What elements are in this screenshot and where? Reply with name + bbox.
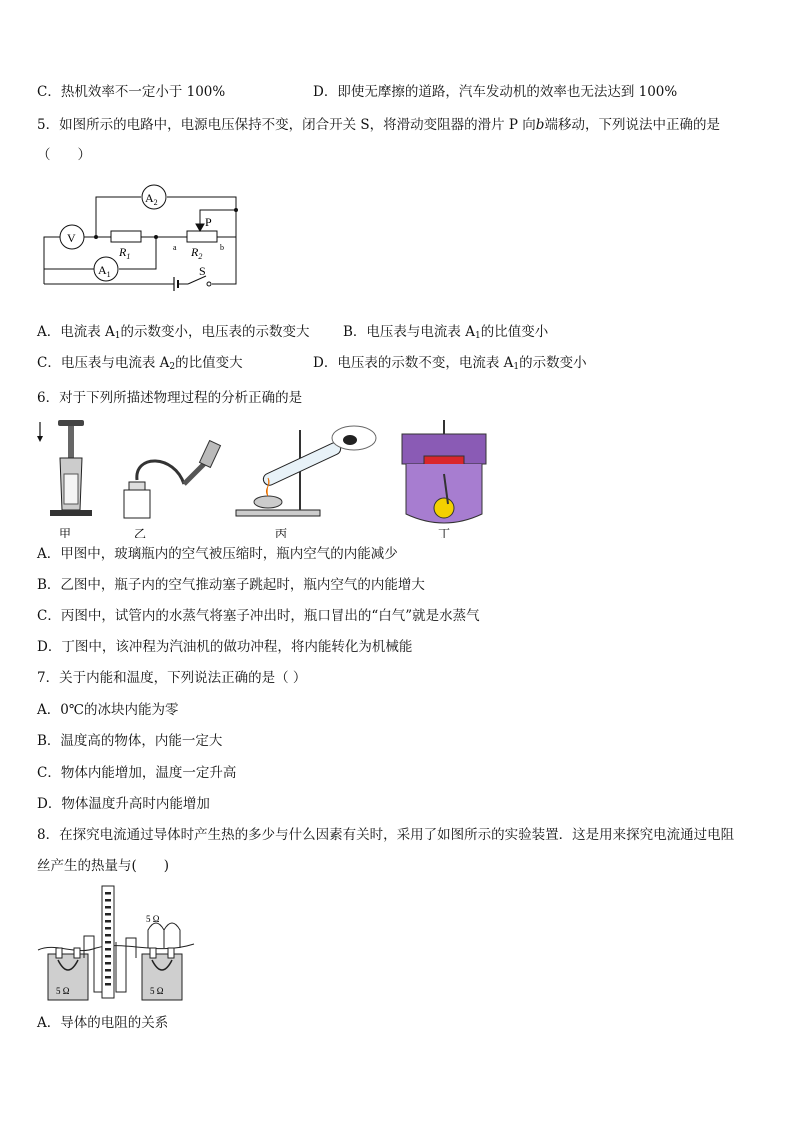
q6-stem: 6．对于下列所描述物理过程的分析正确的是	[37, 390, 303, 406]
q8-stem-line2: 丝产生的热量与( )	[37, 858, 170, 874]
q5-stem	[37, 116, 720, 134]
q4-option-d: D．即使无摩擦的道路，汽车发动机的效率也无法达到 100%	[313, 84, 678, 100]
q4-option-c: C．热机效率不一定小于 100%	[37, 84, 226, 100]
r2-label: $R_2$	[191, 245, 203, 261]
q8-experiment-figure	[36, 884, 196, 1008]
fig-jia-pump	[37, 420, 92, 516]
q5-stem-part2: 端移动，下列说法中正确的是	[544, 117, 720, 133]
end-a-label: a	[173, 243, 177, 252]
q5-option-c: C．电压表与电流表 $A_2$的比值变大	[37, 355, 243, 372]
label-bing: 丙	[275, 527, 288, 538]
resistor-left-label: 5 Ω	[56, 986, 70, 996]
ammeter-a2-label: $A_2$	[145, 191, 158, 207]
q5-option-d: D．电压表的示数不变，电流表 $A_1$的示数变小	[313, 355, 587, 372]
fig-ding-engine	[402, 420, 486, 523]
q7-stem: 7．关于内能和温度，下列说法正确的是（ ）	[37, 670, 307, 686]
end-b-label: b	[220, 243, 224, 252]
q7-option-b: B．温度高的物体，内能一定大	[37, 733, 223, 749]
label-yi: 乙	[134, 527, 147, 538]
voltmeter-label: V	[67, 231, 76, 245]
q7-option-c: C．物体内能增加，温度一定升高	[37, 765, 237, 781]
q8-stem-line1: 8．在探究电流通过导体时产生热的多少与什么因素有关时，采用了如图所示的实验装置．这是用来探究电流通过电阻	[37, 827, 735, 843]
r1-label: $R_1$	[119, 245, 131, 261]
label-jia: 甲	[59, 527, 72, 538]
q7-option-a: A．0℃的冰块内能为零	[37, 702, 179, 718]
q6-option-a: A．甲图中，玻璃瓶内的空气被压缩时，瓶内空气的内能减少	[37, 546, 398, 562]
slider-p-label: P	[205, 215, 212, 229]
q5-option-a: A．电流表 $A_1$的示数变小，电压表的示数变大	[37, 324, 310, 341]
q5-circuit-diagram	[38, 182, 243, 298]
q6-figure-strip	[34, 414, 494, 538]
q5-option-b: B．电压表与电流表 $A_1$的比值变小	[343, 324, 549, 341]
q6-option-b: B．乙图中，瓶子内的空气推动塞子跳起时，瓶内空气的内能增大	[37, 577, 425, 593]
q5-stem-b: b	[535, 117, 545, 133]
fig-yi-bottle	[124, 441, 221, 518]
resistor-right-label: 5 Ω	[150, 986, 164, 996]
resistor-top-label: 5 Ω	[146, 914, 160, 924]
q5-answer-paren: （ ）	[37, 147, 91, 163]
q6-option-d: D．丁图中，该冲程为汽油机的做功冲程，将内能转化为机械能	[37, 639, 413, 655]
q6-option-c: C．丙图中，试管内的水蒸气将塞子冲出时，瓶口冒出的“白气”就是水蒸气	[37, 608, 480, 624]
ammeter-a1-label: $A_1$	[98, 263, 111, 279]
fig-bing-testtube	[236, 426, 376, 516]
q8-option-a: A．导体的电阻的关系	[37, 1015, 169, 1031]
q5-stem-part1: 5．如图所示的电路中，电源电压保持不变，闭合开关 S，将滑动变阻器的滑片 P 向	[37, 117, 536, 133]
label-ding: 丁	[438, 527, 451, 538]
switch-s-label: S	[199, 264, 206, 278]
q7-option-d: D．物体温度升高时内能增加	[37, 796, 210, 812]
